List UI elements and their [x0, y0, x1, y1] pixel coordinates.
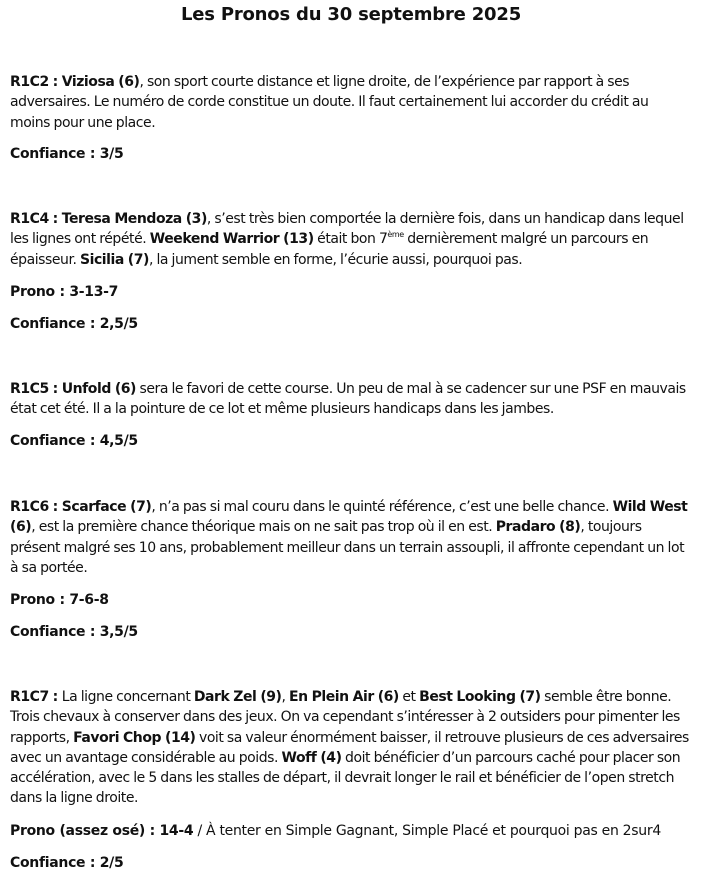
paragraph-text: , s’est très bien comportée la dernière fois, dans un handicap dans lequel les lignes ont répété.	[10, 211, 684, 248]
prono-label: Prono (assez osé) : 14-4	[10, 822, 194, 839]
horse-name: Unfold (6)	[61, 381, 137, 397]
horse-name: Weekend Warrior (13)	[149, 231, 314, 248]
prono-line: Prono : 3-13-7	[10, 283, 119, 300]
r1c5-paragraph	[10, 379, 690, 420]
horse-name: Wild West (6)	[10, 499, 688, 536]
paragraph-text: , n’a pas si mal couru dans le quinté référence, c’est une belle chance.	[151, 499, 613, 515]
section-r1c2	[10, 72, 690, 164]
horse-name: Pradaro (8)	[495, 519, 581, 536]
confidence-line: Confiance : 4,5/5	[10, 432, 138, 449]
paragraph-text: ,	[281, 689, 290, 705]
r1c2-paragraph	[10, 72, 690, 133]
section-r1c6	[10, 497, 690, 642]
section-r1c7	[10, 687, 690, 873]
paragraph-text: voit sa valeur énormément baisser, il retrouve plusieurs de ces adversaires avec un avantage considérable au poids.	[10, 729, 689, 766]
race-label: R1C2 :	[10, 74, 62, 90]
race-label: R1C4 :	[10, 211, 62, 227]
horse-name: Best Looking (7)	[419, 689, 541, 705]
paragraph-text: était bon 7	[313, 231, 388, 248]
ordinal-suffix: ème	[387, 230, 404, 240]
horse-name: Scarface (7)	[61, 499, 152, 515]
paragraph-text: La ligne concernant	[61, 689, 194, 705]
horse-name: Favori Chop (14)	[73, 729, 196, 746]
paragraph-text: sera le favori de cette course. Un peu de mal à se cadencer sur une PSF en mauvais état cet été. Il a la pointure de ce lot et même plusieurs handicaps dans les jambes.	[10, 381, 686, 418]
paragraph-text: , la jument semble en forme, l’écurie aussi, pourquoi pas.	[148, 251, 523, 268]
horse-name: Dark Zel (9)	[193, 689, 282, 705]
r1c7-paragraph	[10, 687, 690, 809]
paragraph-text: dernièrement malgré un parcours en épaisseur.	[10, 231, 649, 268]
prono-line	[10, 821, 690, 841]
page-title: Les Pronos du 30 septembre 2025	[180, 4, 522, 25]
horse-name: Viziosa (6)	[61, 74, 140, 90]
section-r1c5	[10, 379, 690, 451]
confidence-line: Confiance : 3,5/5	[10, 624, 138, 641]
paragraph-text: , toujours présent malgré ses 10 ans, probablement meilleur dans un terrain assoupli, il affronte cependant un lot à sa portée.	[10, 519, 685, 576]
confidence-line: Confiance : 2,5/5	[10, 315, 138, 332]
paragraph-text: semble être bonne. Trois chevaux à conserver dans des jeux. On va cependant s’intéresser à 2 outsiders pour pimenter les rapports,	[10, 689, 680, 746]
confidence-line: Confiance : 3/5	[10, 145, 124, 162]
confidence-line: Confiance : 2/5	[10, 854, 124, 871]
paragraph-text: et	[398, 689, 420, 705]
prono-note: / À tenter en Simple Gagnant, Simple Placé et pourquoi pas en 2sur4	[193, 822, 661, 839]
paragraph-text: , son sport courte distance et ligne droite, de l’expérience par rapport à ses adversaires. Le numéro de corde constitue un doute. Il faut certainement lui accorder du crédit au moins pour une place.	[10, 74, 649, 131]
paragraph-text: , est la première chance théorique mais on ne sait pas trop où il en est.	[31, 519, 496, 536]
paragraph-text: doit bénéficier d’un parcours caché pour placer son accélération, avec le 5 dans les stalles de départ, il devrait longer le rail et bénéficier de l’open stretch dans la ligne droite.	[10, 749, 681, 807]
horse-name: Sicilia (7)	[79, 251, 149, 268]
prono-line: Prono : 7-6-8	[10, 592, 109, 609]
race-label: R1C5 :	[10, 381, 62, 397]
race-label: R1C6 :	[10, 499, 62, 515]
r1c6-paragraph	[10, 497, 690, 578]
r1c4-paragraph	[10, 209, 690, 270]
horse-name: Teresa Mendoza (3)	[61, 211, 207, 227]
horse-name: En Plein Air (6)	[289, 689, 399, 705]
section-r1c4	[10, 209, 690, 334]
race-label: R1C7 :	[10, 689, 62, 705]
horse-name: Woff (4)	[281, 749, 342, 766]
